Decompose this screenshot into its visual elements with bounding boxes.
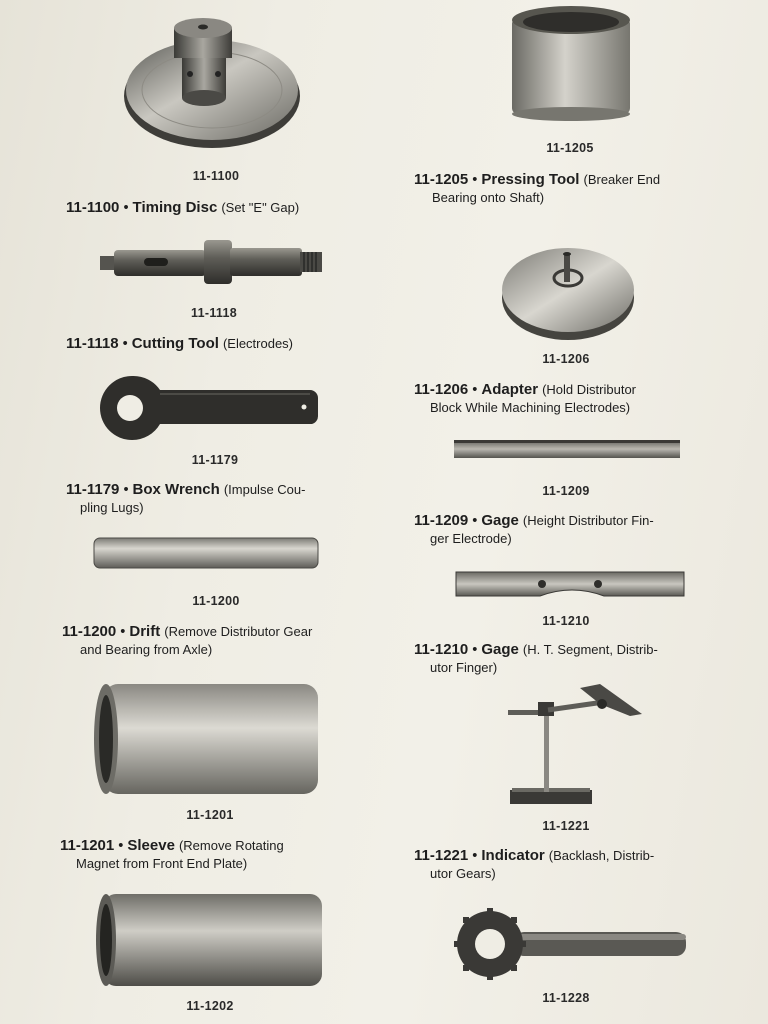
item-description: (Backlash, Distrib- <box>548 848 655 863</box>
cutting-tool-icon <box>98 238 326 286</box>
adapter-icon <box>500 236 640 344</box>
item-description: (H. T. Segment, Distrib- <box>522 642 658 657</box>
item-description: (Electrodes) <box>222 336 294 351</box>
item-description-cont: Bearing onto Shaft) <box>432 190 545 205</box>
bullet-separator: • <box>472 382 478 398</box>
item-description: (Remove Rotating <box>178 838 284 853</box>
item-description-cont: and Bearing from Axle) <box>80 642 213 657</box>
gage-segment-icon <box>454 568 688 602</box>
item-caption <box>414 512 744 548</box>
indicator-icon <box>504 680 646 808</box>
item-name: Gage <box>481 641 519 658</box>
item-code-label: 11-1209 <box>542 484 590 498</box>
bullet-separator: • <box>123 482 129 498</box>
bullet-separator: • <box>122 336 128 352</box>
item-caption <box>66 335 376 353</box>
timing-disc-icon <box>120 14 305 154</box>
item-number: 11-1179 <box>66 481 120 498</box>
item-description: (Impulse Cou- <box>223 482 306 497</box>
item-code-label: 11-1205 <box>546 141 594 155</box>
item-number: 11-1200 <box>62 623 117 640</box>
item-number: 11-1205 <box>414 171 469 188</box>
item-name: Adapter <box>481 381 539 398</box>
bullet-separator: • <box>472 642 478 658</box>
item-name: Drift <box>129 623 161 640</box>
item-number: 11-1100 <box>66 199 120 216</box>
item-name: Cutting Tool <box>131 335 219 352</box>
bullet-separator: • <box>472 513 478 529</box>
gage-bar-icon <box>452 436 684 462</box>
item-description: (Set "E" Gap) <box>221 200 300 215</box>
item-number: 11-1221 <box>414 847 469 864</box>
item-number: 11-1206 <box>414 381 469 398</box>
item-code-label: 11-1202 <box>186 999 234 1013</box>
item-code-label: 11-1210 <box>542 614 590 628</box>
item-description-cont: utor Gears) <box>430 866 496 881</box>
item-description-cont: Magnet from Front End Plate) <box>76 856 248 871</box>
pressing-tool-icon <box>508 4 634 122</box>
item-code-label: 11-1100 <box>192 169 240 183</box>
item-code-label: 11-1201 <box>186 808 234 822</box>
item-name: Timing Disc <box>132 199 218 216</box>
item-caption <box>414 171 744 207</box>
item-code-label: 11-1179 <box>191 453 239 467</box>
item-description: (Remove Distributor Gear <box>164 624 313 639</box>
bullet-separator: • <box>118 838 124 854</box>
item-description-cont: pling Lugs) <box>80 500 144 515</box>
bullet-separator: • <box>120 624 126 640</box>
item-code-label: 11-1221 <box>542 819 590 833</box>
item-caption <box>60 837 380 873</box>
item-caption <box>414 381 744 417</box>
item-code-label: 11-1118 <box>191 306 237 320</box>
item-caption <box>66 481 376 517</box>
bullet-separator: • <box>123 200 129 216</box>
item-name: Gage <box>481 512 519 529</box>
item-code-label: 11-1206 <box>542 352 590 366</box>
bullet-separator: • <box>472 172 478 188</box>
item-code-label: 11-1200 <box>192 594 240 608</box>
sleeve-icon <box>92 682 322 798</box>
item-code-label: 11-1228 <box>542 991 590 1005</box>
item-caption <box>62 623 382 659</box>
item-number: 11-1209 <box>414 512 469 529</box>
item-description: (Hold Distributor <box>542 382 637 397</box>
item-caption <box>414 847 744 883</box>
item-number: 11-1210 <box>414 641 469 658</box>
drift-icon <box>92 536 322 572</box>
bullet-separator: • <box>472 848 478 864</box>
item-name: Sleeve <box>127 837 175 854</box>
item-name: Box Wrench <box>132 481 220 498</box>
item-name: Pressing Tool <box>481 171 580 188</box>
item-caption <box>414 641 744 677</box>
item-description: (Height Distributor Fin- <box>522 513 654 528</box>
item-name: Indicator <box>481 847 545 864</box>
item-number: 11-1118 <box>66 335 119 352</box>
sleeve-long-icon <box>94 892 324 990</box>
item-description-cont: utor Finger) <box>430 660 498 675</box>
item-description-cont: Block While Machining Electrodes) <box>430 400 631 415</box>
box-wrench-icon <box>96 372 322 444</box>
item-description-cont: ger Electrode) <box>430 531 512 546</box>
item-number: 11-1201 <box>60 837 115 854</box>
item-caption <box>66 199 376 217</box>
item-description: (Breaker End <box>583 172 661 187</box>
box-wrench-gear-icon <box>454 908 690 982</box>
